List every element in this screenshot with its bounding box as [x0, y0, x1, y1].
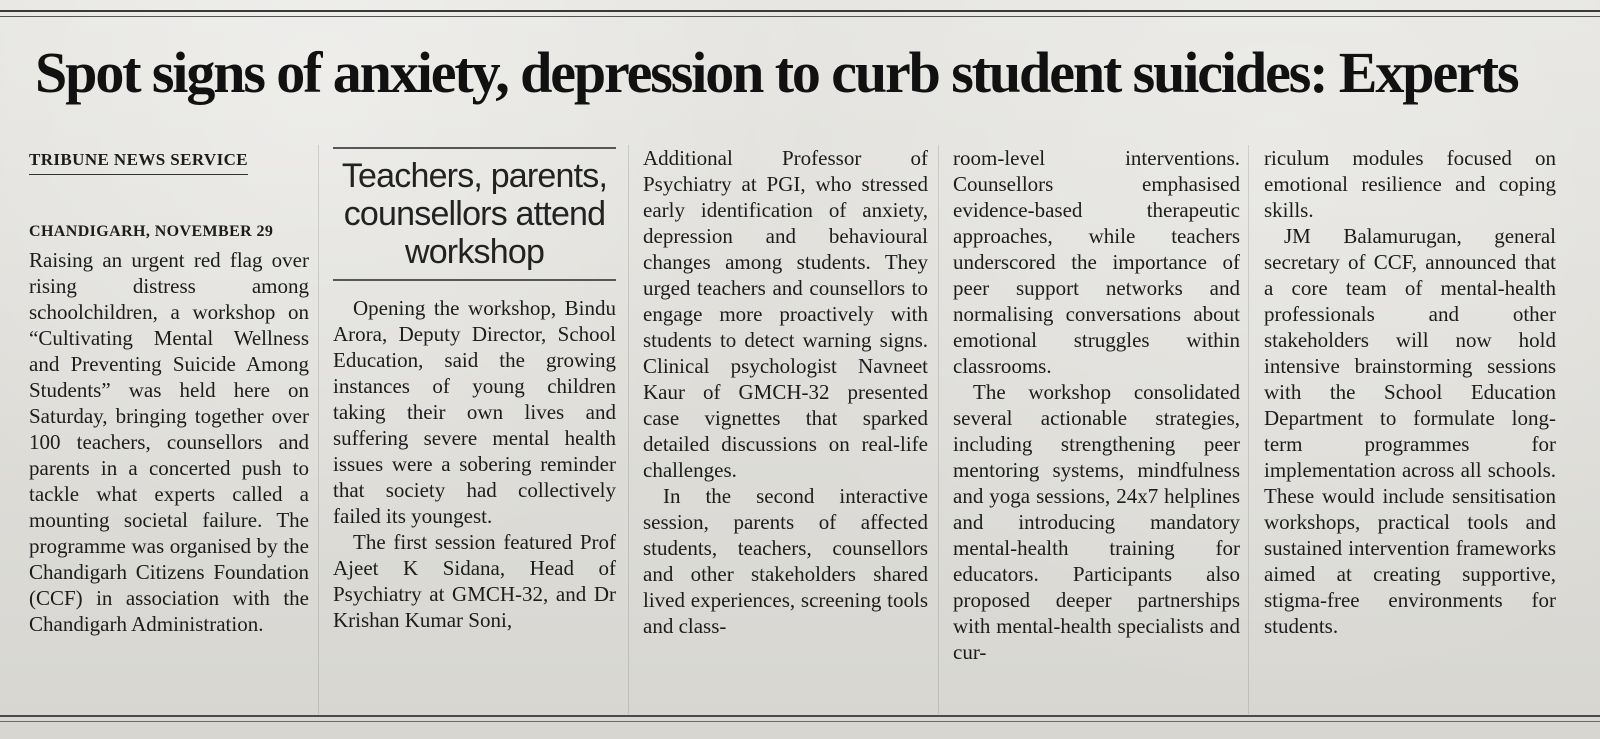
subheadline: Teachers, parents, counsellors attend workshop: [333, 147, 616, 281]
top-rule: [0, 10, 1600, 17]
column-divider-4: [1248, 145, 1249, 714]
column-3-paragraph-1: Additional Professor of Psychiatry at PGI, who stressed early identification of anxiety, depression and behavioural changes among students. They urged teachers and counsellors to engage more proactively with students to detect warning signs. Clinical psychologist Navneet Kaur of GMCH-32 presented case vignettes that sparked detailed discussions on real-life challenges.: [643, 146, 928, 482]
dateline: CHANDIGARH, NOVEMBER 29: [29, 223, 274, 240]
column-4-paragraph-2: The workshop consolidated several actionable strategies, including strengthening peer mentoring systems, mindfulness and yoga sessions, 24x7 helplines and introducing mandatory mental-health training for educators. Participants also proposed deeper partnerships with mental-health specialists and cur-: [953, 380, 1240, 664]
column-2-paragraph-1: Opening the workshop, Bindu Arora, Deputy Director, School Education, said the growing instances of young children taking their own lives and suffering severe mental health issues were a sobering reminder that society had collectively failed its youngest.: [333, 296, 616, 529]
column-4: [953, 145, 1240, 721]
headline: Spot signs of anxiety, depression to curb student suicides: Experts: [35, 40, 1518, 105]
column-4-paragraph-1: room-level interventions. Counsellors emphasised evidence-based therapeutic approaches, while teachers underscored the importance of peer support networks and normalising conversations about emotional struggles within classrooms.: [953, 146, 1240, 378]
column-2-paragraph-2: The first session featured Prof Ajeet K Sidana, Head of Psychiatry at GMCH-32, and Dr Krishan Kumar Soni,: [333, 530, 616, 633]
column-divider-2: [628, 145, 629, 714]
column-3: [643, 145, 928, 721]
column-1: [29, 145, 309, 721]
column-divider-3: [938, 145, 939, 714]
column-5-paragraph-1: riculum modules focused on emotional resilience and coping skills.: [1264, 146, 1556, 222]
column-2: [333, 145, 616, 721]
column-1-paragraph: Raising an urgent red flag over rising distress among schoolchildren, a workshop on “Cultivating Mental Wellness and Preventing Suicide Among Students” was held here on Saturday, bringing together over 100 teachers, counsellors and parents in a concerted push to tackle what experts called a mounting societal failure. The programme was organised by the Chandigarh Citizens Foundation (CCF) in association with the Chandigarh Administration.: [29, 248, 309, 636]
bottom-rule: [0, 715, 1600, 722]
column-5-paragraph-2: JM Balamurugan, general secretary of CCF, announced that a core team of mental-health professionals and other stakeholders will now hold intensive brainstorming sessions with the School Education Department to formulate long-term programmes for implementation across all schools. These would include sensitisation workshops, practical tools and sustained intervention frameworks aimed at creating supportive, stigma-free environments for students.: [1264, 224, 1556, 638]
column-5: [1264, 145, 1556, 721]
byline: TRIBUNE NEWS SERVICE: [29, 147, 248, 175]
column-3-paragraph-2: In the second interactive session, parents of affected students, teachers, counsellors and other stakeholders shared lived experiences, screening tools and class-: [643, 484, 928, 638]
column-divider-1: [318, 145, 319, 714]
